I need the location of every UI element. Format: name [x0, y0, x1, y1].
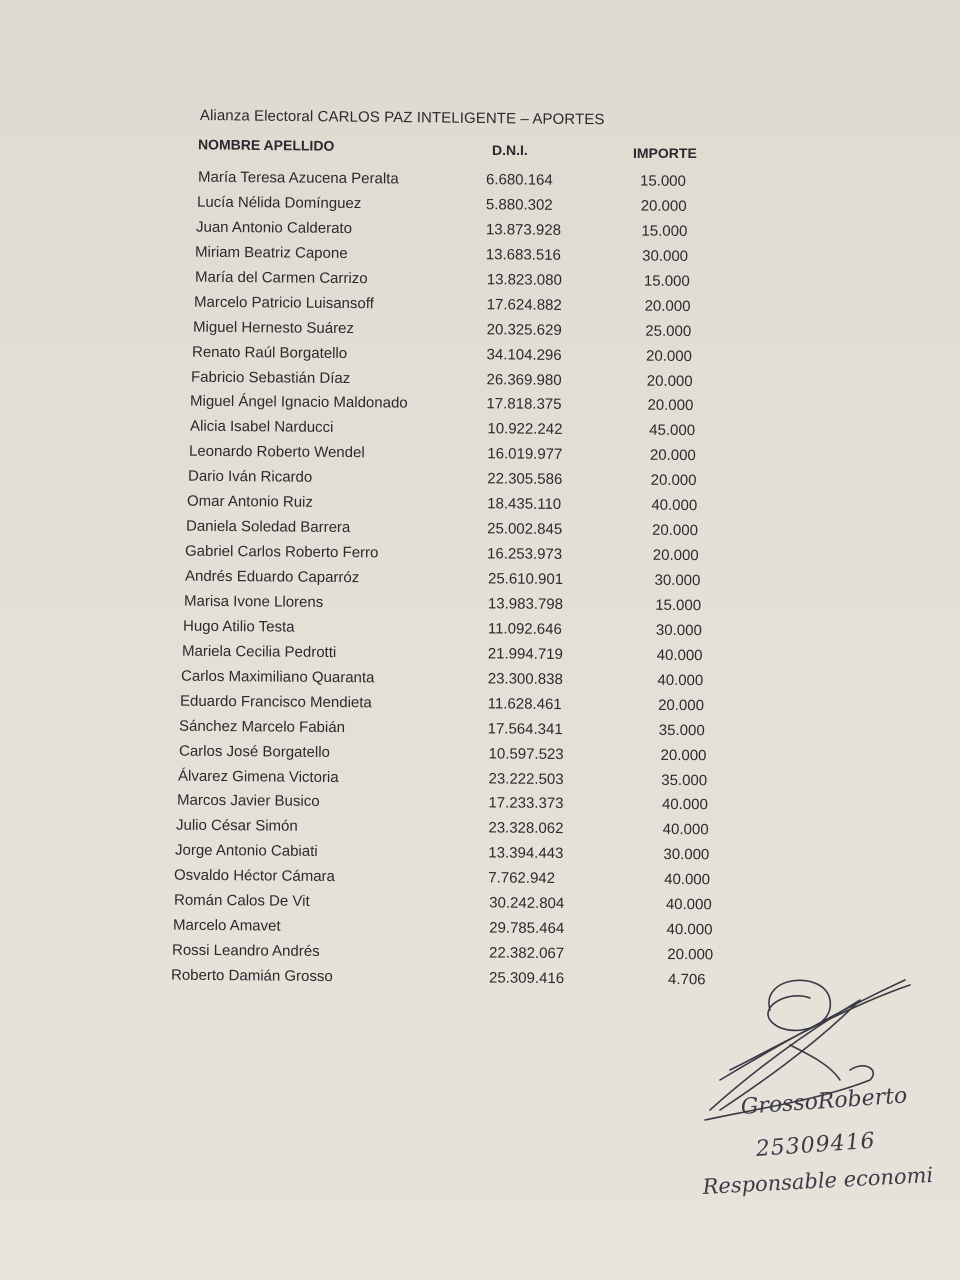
cell-dni: 21.994.719 [487, 645, 563, 663]
cell-dni: 17.233.373 [488, 794, 564, 813]
header-dni: D.N.I. [492, 142, 528, 158]
cell-name: Rossi Leandro Andrés [171, 941, 320, 961]
cell-name: Carlos José Borgatello [178, 742, 330, 761]
cell-dni: 17.564.341 [488, 720, 564, 738]
cell-dni: 22.305.586 [487, 470, 563, 489]
cell-dni: 26.369.980 [486, 370, 562, 389]
signature-role: Responsable economi [702, 1162, 934, 1199]
table-row [185, 543, 945, 572]
cell-dni: 20.325.629 [486, 320, 562, 339]
cell-importe: 20.000 [649, 447, 696, 465]
cell-importe: 40.000 [664, 871, 711, 889]
cell-name: Marcos Javier Busico [176, 792, 320, 811]
cell-dni: 22.382.067 [488, 944, 565, 963]
cell-importe: 15.000 [641, 222, 688, 240]
cell-name: María Teresa Azucena Peralta [197, 168, 399, 188]
table-row [189, 443, 949, 472]
cell-dni: 11.628.461 [487, 695, 563, 713]
table-row [191, 368, 951, 397]
cell-dni: 11.092.646 [487, 620, 562, 638]
cell-dni: 5.880.302 [486, 196, 553, 214]
table-row [192, 343, 952, 372]
header-name: NOMBRE APELLIDO [197, 136, 335, 154]
cell-importe: 45.000 [648, 422, 695, 440]
cell-name: Marcelo Amavet [172, 916, 281, 935]
table-row [173, 917, 933, 946]
cell-importe: 15.000 [654, 596, 701, 615]
table-row [194, 293, 954, 322]
cell-name: Andrés Eduardo Caparróz [184, 567, 359, 587]
cell-name: Omar Antonio Ruiz [186, 492, 314, 511]
cell-importe: 20.000 [653, 546, 700, 565]
cell-name: Sánchez Marcelo Fabián [179, 717, 346, 736]
table-row [180, 692, 940, 721]
cell-name: Dario Iván Ricardo [187, 467, 313, 487]
cell-importe: 20.000 [647, 397, 694, 415]
cell-name: Carlos Maximiliano Quaranta [181, 667, 375, 687]
cell-name: Juan Antonio Calderato [196, 218, 353, 237]
cell-name: Jorge Antonio Cabiati [175, 841, 318, 861]
cell-name: Mariela Cecilia Pedrotti [181, 642, 337, 661]
table-row [186, 518, 946, 547]
cell-importe: 25.000 [645, 322, 692, 340]
cell-importe: 20.000 [646, 347, 693, 365]
table-row [174, 867, 934, 896]
table-row [189, 418, 949, 447]
cell-importe: 20.000 [652, 521, 699, 540]
cell-dni: 13.683.516 [486, 246, 562, 264]
table-row [172, 942, 932, 971]
table-row [193, 318, 953, 347]
cell-name: Alicia Isabel Narducci [189, 418, 334, 437]
cell-name: Daniela Soledad Barrera [186, 517, 351, 537]
cell-importe: 40.000 [661, 796, 708, 814]
cell-name: Fabricio Sebastián Díaz [191, 368, 351, 387]
cell-importe: 15.000 [643, 272, 690, 290]
cell-importe: 20.000 [667, 946, 714, 964]
cell-importe: 40.000 [651, 496, 698, 515]
cell-importe: 40.000 [662, 821, 709, 839]
table-row [177, 792, 937, 821]
cell-importe: 20.000 [660, 746, 707, 764]
cell-importe: 15.000 [639, 172, 686, 190]
cell-dni: 10.597.523 [488, 744, 564, 763]
cell-importe: 20.000 [646, 372, 693, 390]
table-row [183, 618, 943, 647]
cell-importe: 4.706 [667, 971, 706, 989]
cell-importe: 40.000 [665, 896, 712, 914]
cell-importe: 30.000 [663, 846, 710, 864]
cell-name: Leonardo Roberto Wendel [188, 442, 365, 462]
cell-dni: 30.242.804 [488, 894, 564, 913]
table-row [187, 493, 947, 522]
table-row [184, 568, 944, 597]
cell-dni: 23.222.503 [488, 769, 564, 788]
cell-dni: 18.435.110 [487, 495, 562, 514]
cell-name: Renato Raúl Borgatello [192, 343, 348, 362]
cell-dni: 6.680.164 [485, 171, 553, 189]
table-row [173, 892, 933, 921]
cell-dni: 7.762.942 [488, 869, 556, 888]
cell-importe: 40.000 [656, 646, 703, 665]
cell-dni: 23.300.838 [487, 670, 564, 688]
cell-name: Hugo Atilio Testa [182, 617, 295, 636]
cell-name: Miguel Hernesto Suárez [192, 318, 354, 337]
table-row [181, 667, 941, 696]
cell-dni: 29.785.464 [488, 919, 564, 938]
cell-dni: 25.309.416 [488, 969, 565, 988]
cell-importe: 40.000 [666, 921, 713, 939]
table-row [198, 169, 958, 198]
cell-dni: 13.394.443 [488, 844, 564, 863]
cell-name: Gabriel Carlos Roberto Ferro [185, 542, 379, 562]
table-row [195, 243, 955, 272]
cell-name: Lucía Nélida Domínguez [197, 193, 362, 213]
cell-name: Roberto Damián Grosso [170, 966, 333, 986]
signature-dni: 25309416 [755, 1128, 877, 1162]
cell-dni: 10.922.242 [486, 420, 563, 439]
cell-importe: 20.000 [640, 197, 687, 215]
table-row [178, 767, 938, 796]
cell-dni: 23.328.062 [488, 819, 564, 838]
cell-name: Osvaldo Héctor Cámara [174, 866, 336, 886]
cell-importe: 20.000 [658, 696, 705, 714]
cell-importe: 30.000 [653, 571, 700, 590]
cell-name: Marcelo Patricio Luisansoff [193, 293, 374, 312]
cell-dni: 17.818.375 [486, 395, 563, 414]
cell-importe: 20.000 [644, 297, 691, 315]
table-row [188, 468, 948, 497]
cell-name: Eduardo Francisco Mendieta [180, 692, 373, 712]
cell-importe: 35.000 [660, 771, 707, 789]
table-row [197, 194, 957, 223]
cell-name: Miriam Beatriz Capone [195, 243, 349, 262]
document-title: Alianza Electoral CARLOS PAZ INTELIGENTE – APORTES [199, 107, 605, 129]
cell-name: María del Carmen Carrizo [194, 268, 368, 287]
cell-dni: 13.983.798 [487, 595, 563, 613]
header-importe: IMPORTE [633, 145, 697, 161]
cell-dni: 25.610.901 [487, 570, 563, 588]
table-row [182, 642, 942, 671]
table-row [190, 393, 950, 422]
cell-importe: 40.000 [657, 671, 704, 689]
table-row [179, 742, 939, 771]
cell-importe: 30.000 [655, 621, 702, 640]
table-row [195, 268, 955, 297]
signature-name: GrossoRoberto [740, 1083, 909, 1120]
cell-dni: 16.019.977 [486, 445, 563, 464]
cell-dni: 13.823.080 [486, 270, 562, 289]
signature-stroke-5 [790, 1045, 840, 1080]
table-row [179, 717, 939, 746]
cell-name: Álvarez Gimena Victoria [177, 767, 339, 786]
table-row [176, 817, 936, 846]
cell-dni: 13.873.928 [486, 221, 562, 239]
table-row [184, 593, 944, 622]
cell-dni: 34.104.296 [486, 345, 562, 364]
cell-dni: 25.002.845 [487, 520, 563, 539]
cell-name: Miguel Ángel Ignacio Maldonado [190, 393, 409, 413]
cell-dni: 17.624.882 [486, 295, 562, 314]
cell-name: Román Calos De Vit [173, 891, 310, 911]
cell-importe: 30.000 [642, 247, 689, 265]
cell-name: Julio César Simón [176, 817, 298, 836]
cell-importe: 20.000 [650, 471, 697, 490]
cell-name: Marisa Ivone Llorens [183, 592, 323, 611]
cell-importe: 35.000 [659, 721, 706, 739]
table-row [196, 219, 956, 248]
table-row [175, 842, 935, 871]
cell-dni: 16.253.973 [487, 545, 563, 564]
